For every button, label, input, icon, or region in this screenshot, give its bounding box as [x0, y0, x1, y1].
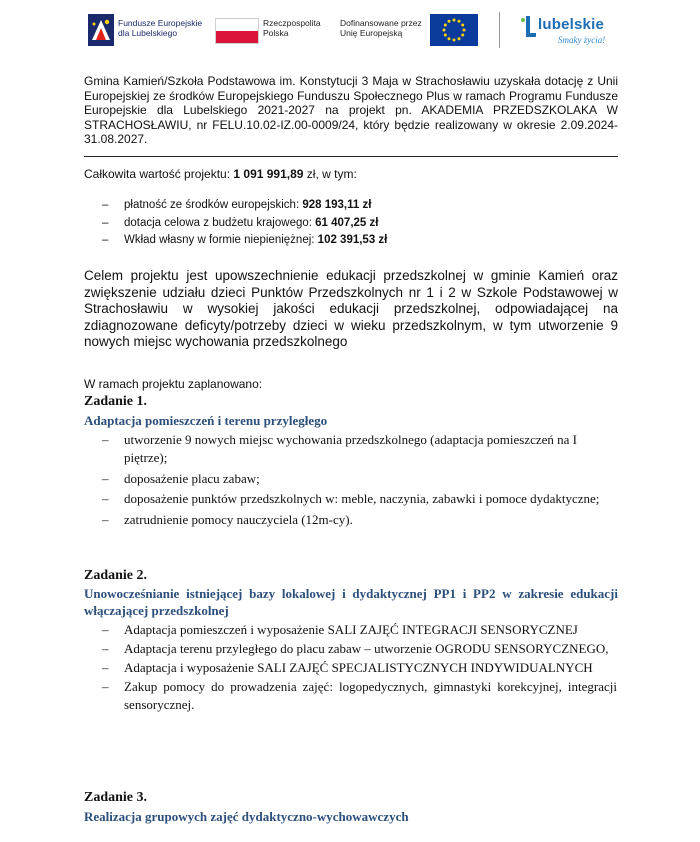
task-1-item: – doposażenie placu zabaw; [102, 470, 617, 488]
total-value-line [84, 167, 618, 182]
task-1-subtitle: Adaptacja pomieszczeń i terenu przyległego [84, 413, 328, 428]
financing-value: 928 193,11 [302, 199, 360, 211]
financing-item [102, 215, 602, 233]
intro-paragraph: Gmina Kamień/Szkoła Podstawowa im. Konstytucji 3 Maja w Strachosławiu uzyskała dotację z Unii Europejskiej ze środków Europejskiego Funduszu Społecznego Plus w ramach Programu Fundusze Europejskie dla Lubelskiego 2021-2027 na projekt pn. AKADEMIA PRZEDSZKOLAKA W STRACHOSŁAWIU, nr FELU.10.02-IZ.00-0009/24, który będzie realizowany w okresie 2.09.2024-31.08.2027. [84, 74, 618, 147]
task-2-subtitle: Unowocześnianie istniejącej bazy lokalowej i dydaktycznej PP1 i PP2 w zakresie edukacji włączającej przedszkolnej [84, 586, 618, 618]
task-1-title: Zadanie 1. [84, 394, 148, 409]
financing-list [102, 197, 602, 250]
task-3-title: Zadanie 3. [84, 790, 148, 805]
financing-value: 61 407,25 [315, 216, 367, 229]
financing-unit: zł [375, 234, 388, 246]
divider-line [84, 156, 618, 157]
logo-bar [0, 0, 700, 60]
financing-unit: zł [366, 216, 379, 229]
total-label: Całkowita wartość projektu: [84, 167, 234, 181]
eu-funding-logo [340, 14, 485, 46]
total-suffix: zł, w tym: [303, 167, 357, 181]
lubelskie-tagline: Smaky życia! [558, 35, 606, 45]
financing-item [102, 197, 602, 215]
polish-flag-icon [215, 18, 259, 44]
task-1-item: – zatrudnienie pomocy nauczyciela (12m-cy). [102, 511, 617, 529]
financing-label: Wkład własny w formie niepieniężnej: [124, 234, 318, 246]
eu-logo-text: Dofinansowane przez Unię Europejską [340, 18, 422, 38]
pl-logo-text: Rzeczpospolita Polska [263, 18, 321, 38]
lubelskie-logo [520, 10, 620, 50]
task-3-subtitle: Realizacja grupowych zajęć dydaktyczno-wychowawczych [84, 809, 409, 824]
fe-logo-text: Fundusze Europejskie dla Lubelskiego [118, 18, 203, 38]
task-1-list [102, 431, 617, 531]
task-2-title: Zadanie 2. [84, 568, 148, 583]
fundusze-europejskie-logo [88, 14, 213, 46]
task-2-item: – Adaptacja pomieszczeń i wyposażenie SALI ZAJĘĆ INTEGRACJI SENSORYCZNEJ [102, 621, 617, 639]
rzeczpospolita-polska-logo [215, 14, 330, 46]
task-2-list [102, 621, 617, 715]
task-2-item: – Adaptacja terenu przyległego do placu zabaw – utworzenie OGRODU SENSORYCZNEGO, [102, 640, 617, 658]
financing-value: 102 391,53 [317, 234, 376, 246]
lubelskie-l-icon [520, 14, 538, 40]
financing-label: dotacja celowa z budżetu krajowego: [124, 216, 316, 229]
fe-star-mark-icon [88, 14, 114, 46]
financing-label: płatność ze środków europejskich: [124, 199, 303, 211]
project-aim-paragraph: Celem projektu jest upowszechnienie edukacji przedszkolnej w gminie Kamień oraz zwiększenie udziału dzieci Punktów Przedszkolnych nr 1 i 2 w Szkole Podstawowej w Strachosławiu w wysokiej jakości edukacji przedszkolnej, odpowiadającej na zdiagnozowane deficyty/potrzeby dzieci w wieku przedszkolnym, w tym utworzenie 9 nowych miejsc wychowania przedszkolnego [84, 268, 618, 349]
financing-unit: zł [359, 199, 372, 211]
eu-flag-icon [430, 14, 478, 46]
lubelskie-name: lubelskie [538, 16, 604, 33]
task-2-item: – Adaptacja i wyposażenie SALI ZAJĘĆ SPECJALISTYCZNYCH INDYWIDUALNYCH [102, 659, 617, 677]
total-value: 1 091 991,89 [233, 167, 304, 181]
task-1-item: – doposażenie punktów przedszkolnych w: meble, naczynia, zabawki i pomoce dydaktyczne; [102, 490, 617, 508]
task-1-item: – utworzenie 9 nowych miejsc wychowania przedszkolnego (adaptacja pomieszczeń na I piętrze); [102, 431, 617, 467]
logo-divider [499, 12, 500, 48]
plan-intro: W ramach projektu zaplanowano: [84, 377, 263, 391]
financing-item [102, 232, 602, 250]
task-2-item: – Zakup pomocy do prowadzenia zajęć: logopedycznych, gimnastyki korekcyjnej, integracji sensorycznej. [102, 678, 617, 714]
